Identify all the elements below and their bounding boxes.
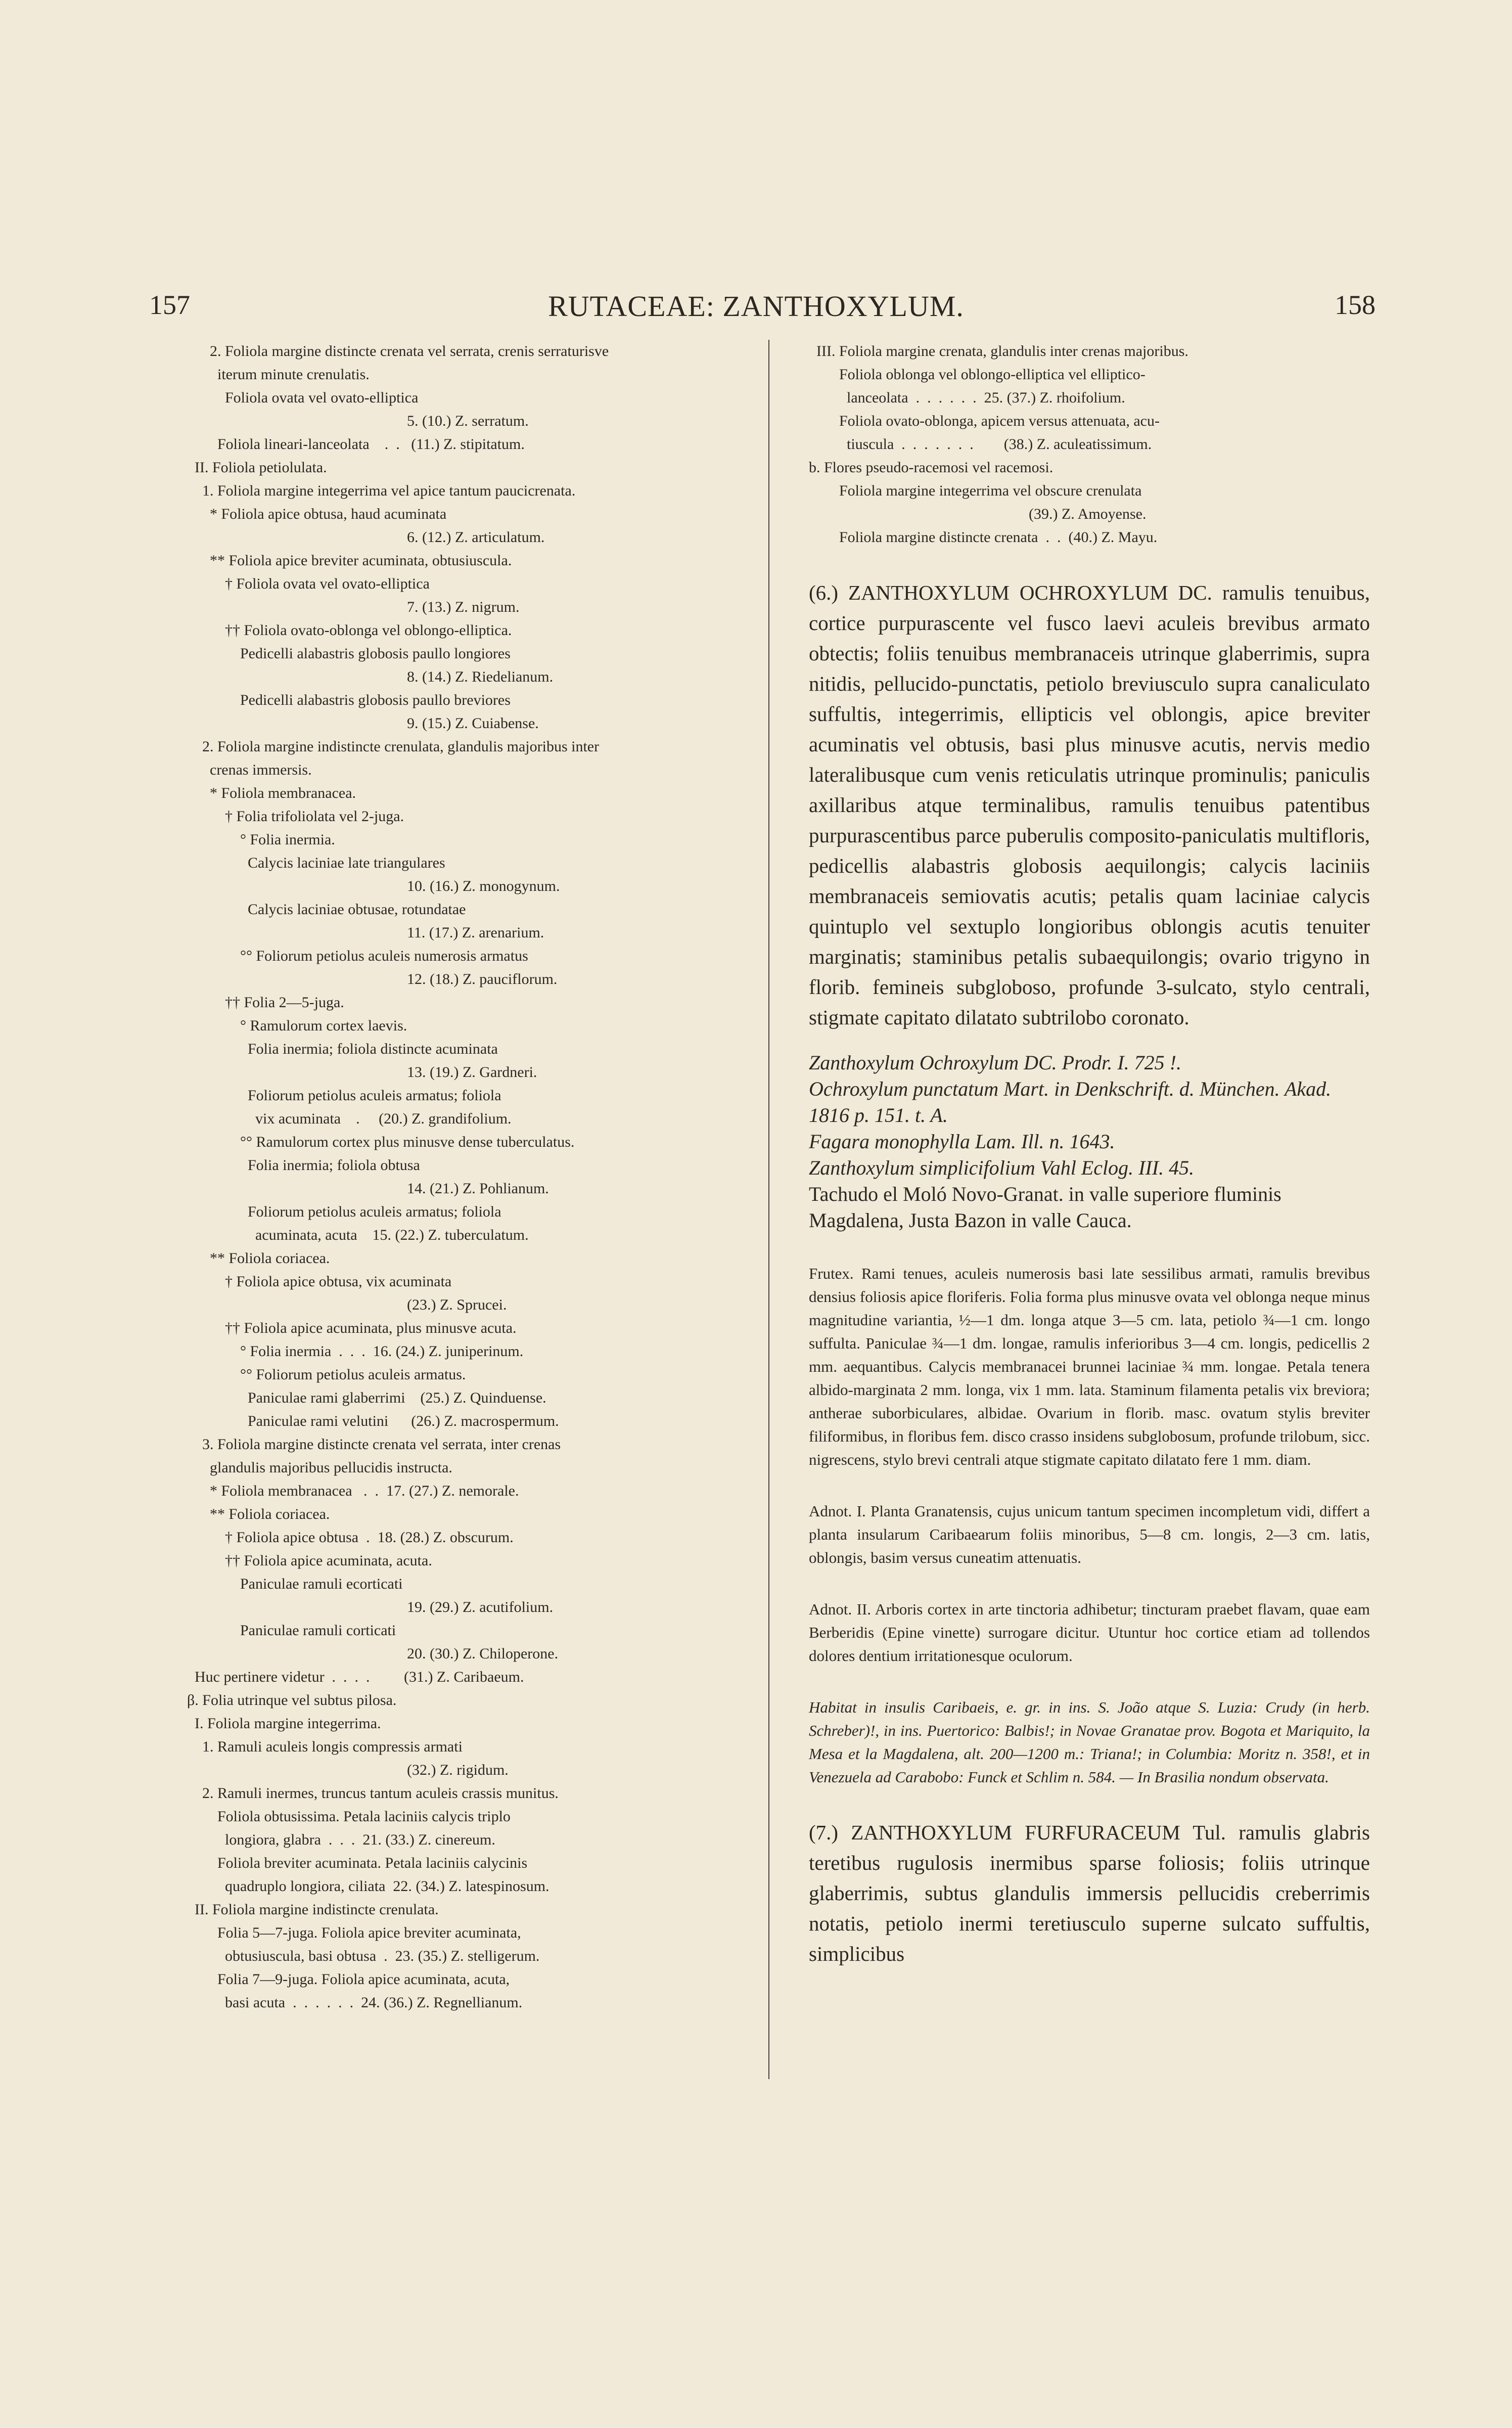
key-line: I. Foliola margine integerrima. xyxy=(187,1715,381,1732)
key-line: 13. (19.) Z. Gardneri. xyxy=(187,1064,537,1081)
key-line: b. Flores pseudo-racemosi vel racemosi. xyxy=(809,459,1053,476)
key-line: Foliola lineari-lanceolata . . (11.) Z. stipitatum. xyxy=(187,436,525,453)
key-line: °° Foliorum petiolus aculeis numerosis armatus xyxy=(187,948,528,964)
running-title: RUTACEAE: ZANTHOXYLUM. xyxy=(548,290,964,323)
key-line: (39.) Z. Amoyense. xyxy=(809,506,1147,522)
key-line: 3. Foliola margine distincte crenata vel serrata, inter crenas xyxy=(187,1436,561,1453)
key-line: 20. (30.) Z. Chiloperone. xyxy=(187,1645,559,1662)
key-line: Pedicelli alabastris globosis paullo breviores xyxy=(187,692,511,708)
key-line: * Foliola apice obtusa, haud acuminata xyxy=(187,506,447,522)
key-line: 10. (16.) Z. monogynum. xyxy=(187,878,560,894)
key-line: °° Foliorum petiolus aculeis armatus. xyxy=(187,1366,466,1383)
key-line: Folia 5—7-juga. Foliola apice breviter acuminata, xyxy=(187,1924,521,1941)
citation-line: Fagara monophylla Lam. Ill. n. 1643. xyxy=(809,1130,1115,1153)
key-line: 8. (14.) Z. Riedelianum. xyxy=(187,668,554,685)
page-number-left: 157 xyxy=(149,290,190,320)
key-line: Foliola obtusissima. Petala laciniis calycis triplo xyxy=(187,1808,511,1825)
key-line: obtusiuscula, basi obtusa . 23. (35.) Z. stelligerum. xyxy=(187,1948,540,1964)
key-line: †† Folia 2—5-juga. xyxy=(187,994,344,1011)
species-description-ochroxylum: (6.) ZANTHOXYLUM OCHROXYLUM DC. ramulis tenuibus, cortice purpurascente vel fusco laevi aculeis brevibus armato obtectis; foliis tenuibus membranaceis utrinque glaberrimis, supra nitidis, pellucido-punctatis, petiolo breviusculo supra canaliculato suffultis, integerrimis, ellipticis vel oblongis, apice breviter acuminatis vel obtusis, basi plus minusve acutis, nervis medio lateralibusque cum venis reticulatis utrinque prominulis; paniculis axillaribus atque terminalibus, ramulis tenuibus patentibus purpurascentibus parce puberulis composito-paniculatis multifloris, pedicellis alabastris globosis aequilongis; calycis laciniis membranaceis semiovatis acutis; petalis quam laciniae calycis quintuplo vel sextuplo longioribus oblongis acutis tenuiter marginatis; staminibus petalis subaequilongis; ovario trigyno in florib. femineis subgloboso, profunde 3-sulcato, stylo centrali, stigmate capitato dilatato subtrilobo coronato. xyxy=(809,581,1370,1029)
key-line: 6. (12.) Z. articulatum. xyxy=(187,529,545,546)
key-line: 7. (13.) Z. nigrum. xyxy=(187,599,520,615)
key-line: 19. (29.) Z. acutifolium. xyxy=(187,1599,554,1615)
page-header xyxy=(0,289,1512,330)
key-line: lanceolata . . . . . . 25. (37.) Z. rhoifolium. xyxy=(809,389,1125,406)
key-line: † Foliola apice obtusa . 18. (28.) Z. obscurum. xyxy=(187,1529,514,1546)
key-line: Foliola oblonga vel oblongo-elliptica vel elliptico- xyxy=(809,366,1146,383)
key-line: 1. Foliola margine integerrima vel apice tantum paucicrenata. xyxy=(187,482,576,499)
key-line: 14. (21.) Z. Pohlianum. xyxy=(187,1180,549,1197)
key-line: * Foliola membranacea . . 17. (27.) Z. nemorale. xyxy=(187,1482,519,1499)
key-line: Foliola breviter acuminata. Petala laciniis calycinis xyxy=(187,1855,528,1871)
key-line: ** Foliola apice breviter acuminata, obtusiuscula. xyxy=(187,552,512,569)
key-line: II. Foliola petiolulata. xyxy=(187,459,327,476)
key-line: ° Folia inermia. xyxy=(187,831,335,848)
citation-line: Ochroxylum punctatum Mart. in Denkschrift. d. München. Akad. 1816 p. 151. t. A. xyxy=(809,1077,1332,1127)
key-line: (23.) Z. Sprucei. xyxy=(187,1296,507,1313)
citations-block xyxy=(809,1050,1370,1234)
adnotatio-1: Adnot. I. Planta Granatensis, cujus unicum tantum specimen incompletum vidi, differt a planta insularum Caribaearum foliis minoribus, 5—8 cm. longis, 2—3 cm. latis, oblongis, basim versus cuneatim attenuatis. xyxy=(809,1502,1370,1566)
key-line: Paniculae rami velutini (26.) Z. macrospermum. xyxy=(187,1413,559,1429)
citation-line: Tachudo el Moló Novo-Granat. in valle superiore fluminis Magdalena, Justa Bazon in valle Cauca. xyxy=(809,1183,1281,1232)
left-column-key xyxy=(187,340,743,2014)
key-line: 12. (18.) Z. pauciflorum. xyxy=(187,971,558,987)
key-line: Paniculae ramuli corticati xyxy=(187,1622,396,1639)
key-line: glandulis majoribus pellucidis instructa. xyxy=(187,1459,452,1476)
key-line: Foliola ovata vel ovato-elliptica xyxy=(187,389,419,406)
key-line: Huc pertinere videtur . . . . (31.) Z. Caribaeum. xyxy=(187,1669,524,1685)
column-divider xyxy=(768,340,769,2079)
species-description-furfuraceum: (7.) ZANTHOXYLUM FURFURACEUM Tul. ramulis glabris teretibus rugulosis inermibus sparse foliosis; foliis utrinque glaberrimis, subtus glandulis immersis pellucidis creberrimis notatis, petiolo inermi teretiusculo superne sulcato suffultis, simplicibus xyxy=(809,1821,1370,1965)
key-line: ** Foliola coriacea. xyxy=(187,1506,330,1522)
key-line: III. Foliola margine crenata, glandulis inter crenas majoribus. xyxy=(809,343,1188,359)
right-column xyxy=(809,340,1370,1969)
key-line: 11. (17.) Z. arenarium. xyxy=(187,924,544,941)
citation-line: Zanthoxylum simplicifolium Vahl Eclog. III. 45. xyxy=(809,1156,1195,1179)
key-line: Foliola ovato-oblonga, apicem versus attenuata, acu- xyxy=(809,413,1160,429)
key-line: †† Foliola ovato-oblonga vel oblongo-elliptica. xyxy=(187,622,512,639)
key-line: 2. Ramuli inermes, truncus tantum aculeis crassis munitus. xyxy=(187,1785,559,1802)
key-line: vix acuminata . (20.) Z. grandifolium. xyxy=(187,1110,512,1127)
citation-line: Zanthoxylum Ochroxylum DC. Prodr. I. 725 !. xyxy=(809,1051,1181,1074)
key-line: * Foliola membranacea. xyxy=(187,785,356,801)
key-line: Paniculae ramuli ecorticati xyxy=(187,1576,403,1592)
key-line: iterum minute crenulatis. xyxy=(187,366,370,383)
key-line: Folia 7—9-juga. Foliola apice acuminata, acuta, xyxy=(187,1971,510,1988)
key-line: ° Folia inermia . . . 16. (24.) Z. juniperinum. xyxy=(187,1343,524,1360)
key-line: 1. Ramuli aculeis longis compressis armati xyxy=(187,1738,463,1755)
key-line: Calycis laciniae obtusae, rotundatae xyxy=(187,901,466,918)
key-line: Folia inermia; foliola distincte acuminata xyxy=(187,1041,498,1057)
key-line: Foliorum petiolus aculeis armatus; foliola xyxy=(187,1203,501,1220)
adnotatio-2: Adnot. II. Arboris cortex in arte tinctoria adhibetur; tincturam praebet flavam, quae eam Berberidis (Epine vinette) surrogare dicitur. Utuntur hoc cortice etiam ad tollendos dolores dentium irritationesque oculorum. xyxy=(809,1600,1370,1665)
key-continuation xyxy=(809,340,1370,549)
key-line: ** Foliola coriacea. xyxy=(187,1250,330,1267)
key-line: †† Foliola apice acuminata, acuta. xyxy=(187,1552,432,1569)
key-line: acuminata, acuta 15. (22.) Z. tuberculatum. xyxy=(187,1227,529,1243)
key-line: longiora, glabra . . . 21. (33.) Z. cinereum. xyxy=(187,1831,495,1848)
key-line: †† Foliola apice acuminata, plus minusve acuta. xyxy=(187,1320,517,1336)
page-number-right: 158 xyxy=(1335,290,1376,320)
key-line: † Foliola apice obtusa, vix acuminata xyxy=(187,1273,452,1290)
key-line: ° Ramulorum cortex laevis. xyxy=(187,1017,407,1034)
key-line: 2. Foliola margine distincte crenata vel serrata, crenis serraturisve xyxy=(187,343,609,359)
key-line: (32.) Z. rigidum. xyxy=(187,1762,509,1778)
key-line: Calycis laciniae late triangulares xyxy=(187,855,445,871)
key-line: β. Folia utrinque vel subtus pilosa. xyxy=(187,1692,397,1708)
key-line: † Folia trifoliolata vel 2-juga. xyxy=(187,808,404,825)
key-line: † Foliola ovata vel ovato-elliptica xyxy=(187,575,430,592)
key-line: Foliola margine distincte crenata . . (40.) Z. Mayu. xyxy=(809,529,1158,546)
key-line: Foliorum petiolus aculeis armatus; foliola xyxy=(187,1087,501,1104)
key-line: 9. (15.) Z. Cuiabense. xyxy=(187,715,539,732)
key-line: 5. (10.) Z. serratum. xyxy=(187,413,529,429)
habitat-paragraph: Habitat in insulis Caribaeis, e. gr. in ins. S. João atque S. Luzia: Crudy (in herb. Schreber)!, in ins. Puertorico: Balbis!; in Novae Granatae prov. Bogota et Mariquito, la Mesa et la Magdalena, alt. 200—1200 m.: Triana!; in Columbia: Moritz n. 358!, et in Venezuela ad Carabobo: Funck et Schlim n. 584. — In Brasilia nondum observata. xyxy=(809,1698,1370,1786)
key-line: 2. Foliola margine indistincte crenulata, glandulis majoribus inter xyxy=(187,738,600,755)
key-line: °° Ramulorum cortex plus minusve dense tuberculatus. xyxy=(187,1134,575,1150)
key-line: II. Foliola margine indistincte crenulata. xyxy=(187,1901,439,1918)
key-line: Paniculae rami glaberrimi (25.) Z. Quinduense. xyxy=(187,1389,546,1406)
key-line: Foliola margine integerrima vel obscure crenulata xyxy=(809,482,1142,499)
frutex-paragraph: Frutex. Rami tenues, aculeis numerosis basi late sessilibus armati, ramulis brevibus densius foliosis apice floriferis. Folia forma plus minusve ovata vel oblonga neque minus magnitudine variantia, ½—1 dm. longa atque 3—5 cm. lata, petiolo ¾—1 cm. longo suffulta. Paniculae ¾—1 dm. longae, ramulis inferioribus 3—4 cm. longis, pedicellis 2 mm. aequantibus. Calycis membranacei brunnei laciniae ¾ mm. longae. Petala tenera albido-marginata 2 mm. longa, vix 1 mm. lata. Staminum filamenta petalis vix breviora; antherae suborbiculares, albidae. Ovarium in florib. masc. ovatum stylis breviter filiformibus, in floribus fem. disco crasso insidens subglobosum, profunde trilobum, sicc. nigrescens, stylo brevi centrali atque stigmate capitato dilatato fere 1 mm. diam. xyxy=(809,1265,1370,1468)
key-line: tiuscula . . . . . . . (38.) Z. aculeatissimum. xyxy=(809,436,1152,453)
key-line: basi acuta . . . . . . 24. (36.) Z. Regnellianum. xyxy=(187,1994,523,2011)
key-line: Folia inermia; foliola obtusa xyxy=(187,1157,420,1174)
key-line: crenas immersis. xyxy=(187,761,312,778)
key-line: Pedicelli alabastris globosis paullo longiores xyxy=(187,645,511,662)
key-line: quadruplo longiora, ciliata 22. (34.) Z. latespinosum. xyxy=(187,1878,549,1895)
